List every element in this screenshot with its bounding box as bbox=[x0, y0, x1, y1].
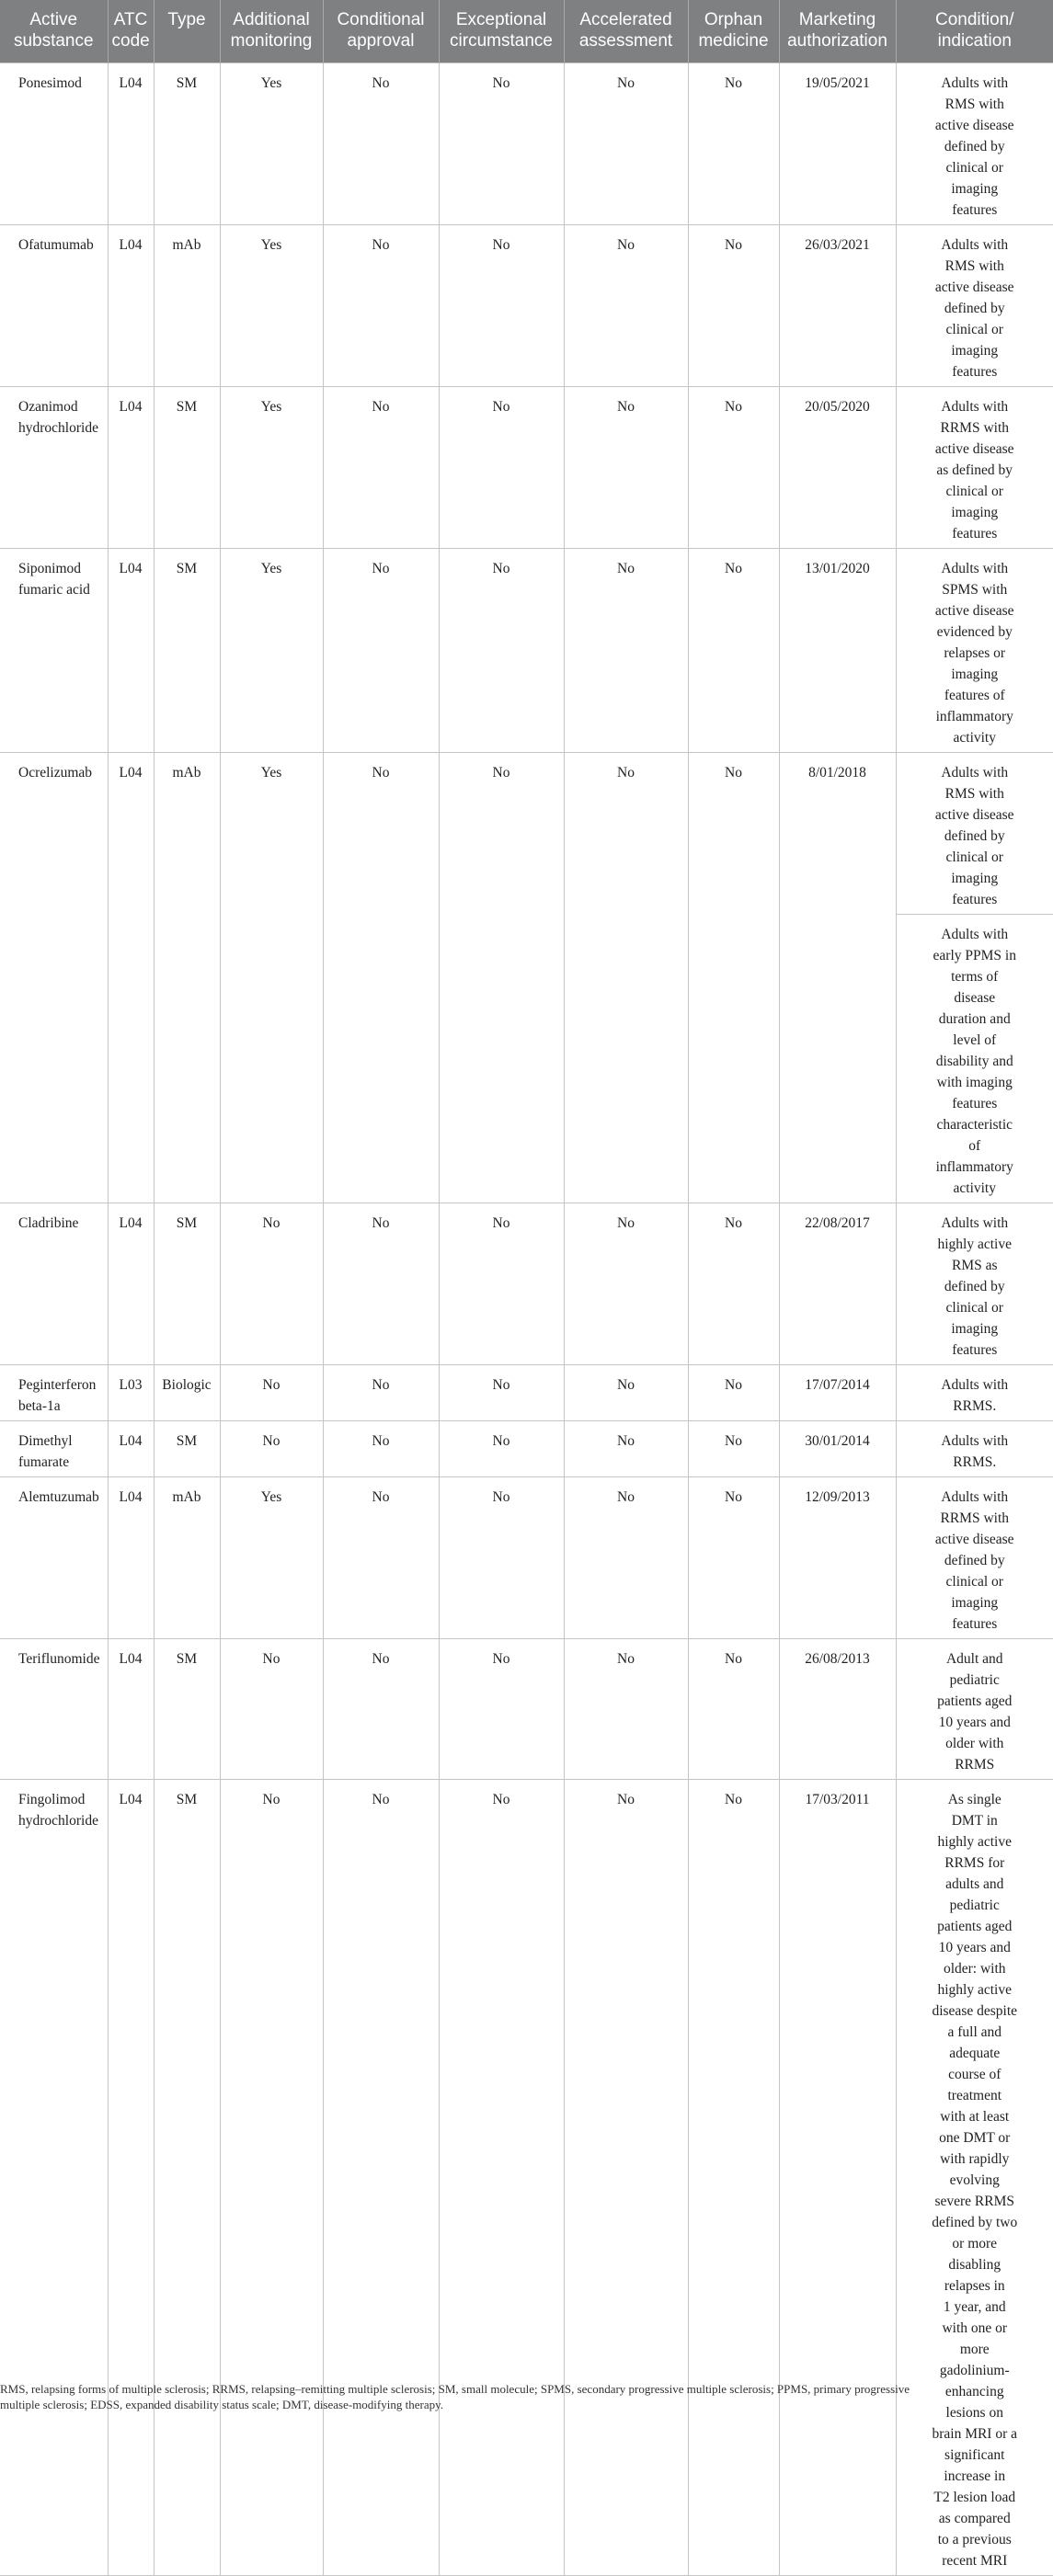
table-row bbox=[0, 753, 1053, 915]
cell-orphan-medicine: No bbox=[688, 387, 779, 549]
table-header bbox=[0, 0, 1053, 63]
cell-indication: Adults with RMS with active disease defined by clinical or imaging features bbox=[896, 753, 1053, 915]
cell-indication: Adults with RRMS with active disease defined by clinical or imaging features bbox=[896, 1477, 1053, 1639]
cell-type: mAb bbox=[154, 753, 220, 1203]
cell-active-substance: Alemtuzumab bbox=[0, 1477, 108, 1639]
cell-atc-code: L04 bbox=[108, 63, 154, 225]
cell-additional-monitoring: No bbox=[220, 1639, 323, 1780]
cell-conditional-approval: No bbox=[323, 1639, 439, 1780]
cell-active-substance: Peginterferon beta-1a bbox=[0, 1365, 108, 1421]
cell-conditional-approval: No bbox=[323, 549, 439, 753]
table-row bbox=[0, 225, 1053, 387]
cell-marketing-authorization: 12/09/2013 bbox=[779, 1477, 896, 1639]
cell-accelerated-assessment: No bbox=[564, 1365, 688, 1421]
cell-active-substance: Ponesimod bbox=[0, 63, 108, 225]
cell-exceptional-circumstance: No bbox=[439, 1780, 564, 2576]
cell-type: SM bbox=[154, 1639, 220, 1780]
header-condition-indication: Condition/ indication bbox=[896, 0, 1053, 63]
cell-exceptional-circumstance: No bbox=[439, 1639, 564, 1780]
cell-accelerated-assessment: No bbox=[564, 1477, 688, 1639]
cell-active-substance: Ozanimod hydrochloride bbox=[0, 387, 108, 549]
cell-type: SM bbox=[154, 63, 220, 225]
cell-marketing-authorization: 26/08/2013 bbox=[779, 1639, 896, 1780]
cell-orphan-medicine: No bbox=[688, 1203, 779, 1365]
header-atc-code: ATC code bbox=[108, 0, 154, 63]
table-row bbox=[0, 387, 1053, 549]
header-row bbox=[0, 0, 1053, 63]
table-body bbox=[0, 63, 1053, 2576]
cell-type: mAb bbox=[154, 1477, 220, 1639]
cell-exceptional-circumstance: No bbox=[439, 1477, 564, 1639]
cell-orphan-medicine: No bbox=[688, 1365, 779, 1421]
cell-marketing-authorization: 26/03/2021 bbox=[779, 225, 896, 387]
cell-indication: Adults with RMS with active disease defined by clinical or imaging features bbox=[896, 225, 1053, 387]
cell-conditional-approval: No bbox=[323, 1365, 439, 1421]
header-active-substance: Active substance bbox=[0, 0, 108, 63]
cell-atc-code: L04 bbox=[108, 387, 154, 549]
cell-conditional-approval: No bbox=[323, 63, 439, 225]
cell-type: SM bbox=[154, 1780, 220, 2576]
table-row bbox=[0, 1780, 1053, 2576]
cell-exceptional-circumstance: No bbox=[439, 549, 564, 753]
table-row bbox=[0, 63, 1053, 225]
cell-type: SM bbox=[154, 1203, 220, 1365]
cell-accelerated-assessment: No bbox=[564, 387, 688, 549]
cell-accelerated-assessment: No bbox=[564, 1203, 688, 1365]
header-type: Type bbox=[154, 0, 220, 63]
cell-atc-code: L04 bbox=[108, 1780, 154, 2576]
cell-active-substance: Dimethyl fumarate bbox=[0, 1421, 108, 1477]
cell-additional-monitoring: Yes bbox=[220, 225, 323, 387]
cell-exceptional-circumstance: No bbox=[439, 1365, 564, 1421]
cell-indication: Adults with RRMS. bbox=[896, 1365, 1053, 1421]
cell-marketing-authorization: 17/07/2014 bbox=[779, 1365, 896, 1421]
cell-conditional-approval: No bbox=[323, 1477, 439, 1639]
cell-exceptional-circumstance: No bbox=[439, 1421, 564, 1477]
cell-marketing-authorization: 8/01/2018 bbox=[779, 753, 896, 1203]
cell-marketing-authorization: 22/08/2017 bbox=[779, 1203, 896, 1365]
cell-orphan-medicine: No bbox=[688, 63, 779, 225]
cell-accelerated-assessment: No bbox=[564, 1639, 688, 1780]
cell-atc-code: L04 bbox=[108, 1203, 154, 1365]
cell-type: SM bbox=[154, 1421, 220, 1477]
cell-exceptional-circumstance: No bbox=[439, 753, 564, 1203]
cell-atc-code: L04 bbox=[108, 549, 154, 753]
cell-conditional-approval: No bbox=[323, 1780, 439, 2576]
cell-marketing-authorization: 20/05/2020 bbox=[779, 387, 896, 549]
cell-accelerated-assessment: No bbox=[564, 225, 688, 387]
cell-indication: Adults with early PPMS in terms of disease duration and level of disability and with imaging features characteristic of inflammatory activity bbox=[896, 915, 1053, 1203]
cell-accelerated-assessment: No bbox=[564, 753, 688, 1203]
cell-indication: Adult and pediatric patients aged 10 years and older with RRMS bbox=[896, 1639, 1053, 1780]
cell-marketing-authorization: 13/01/2020 bbox=[779, 549, 896, 753]
header-marketing-authorization: Marketing authorization bbox=[779, 0, 896, 63]
cell-orphan-medicine: No bbox=[688, 1477, 779, 1639]
cell-orphan-medicine: No bbox=[688, 1639, 779, 1780]
cell-exceptional-circumstance: No bbox=[439, 387, 564, 549]
cell-indication: Adults with highly active RMS as defined by clinical or imaging features bbox=[896, 1203, 1053, 1365]
cell-additional-monitoring: Yes bbox=[220, 387, 323, 549]
cell-orphan-medicine: No bbox=[688, 549, 779, 753]
cell-additional-monitoring: No bbox=[220, 1421, 323, 1477]
cell-indication: Adults with RMS with active disease defined by clinical or imaging features bbox=[896, 63, 1053, 225]
cell-atc-code: L04 bbox=[108, 1477, 154, 1639]
cell-orphan-medicine: No bbox=[688, 1421, 779, 1477]
cell-indication: Adults with RRMS. bbox=[896, 1421, 1053, 1477]
cell-active-substance: Fingolimod hydrochloride bbox=[0, 1780, 108, 2576]
header-conditional-approval: Conditional approval bbox=[323, 0, 439, 63]
table-row bbox=[0, 1477, 1053, 1639]
cell-active-substance: Cladribine bbox=[0, 1203, 108, 1365]
header-accelerated-assessment: Accelerated assessment bbox=[564, 0, 688, 63]
cell-exceptional-circumstance: No bbox=[439, 1203, 564, 1365]
cell-accelerated-assessment: No bbox=[564, 63, 688, 225]
cell-additional-monitoring: No bbox=[220, 1780, 323, 2576]
cell-marketing-authorization: 30/01/2014 bbox=[779, 1421, 896, 1477]
cell-active-substance: Ocrelizumab bbox=[0, 753, 108, 1203]
cell-indication: Adults with RRMS with active disease as defined by clinical or imaging features bbox=[896, 387, 1053, 549]
table-row bbox=[0, 1365, 1053, 1421]
cell-type: mAb bbox=[154, 225, 220, 387]
cell-additional-monitoring: No bbox=[220, 1365, 323, 1421]
cell-additional-monitoring: No bbox=[220, 1203, 323, 1365]
cell-orphan-medicine: No bbox=[688, 753, 779, 1203]
header-exceptional-circumstance: Exceptional circumstance bbox=[439, 0, 564, 63]
cell-type: Biologic bbox=[154, 1365, 220, 1421]
cell-active-substance: Siponimod fumaric acid bbox=[0, 549, 108, 753]
cell-accelerated-assessment: No bbox=[564, 1421, 688, 1477]
cell-accelerated-assessment: No bbox=[564, 549, 688, 753]
cell-additional-monitoring: Yes bbox=[220, 63, 323, 225]
cell-atc-code: L03 bbox=[108, 1365, 154, 1421]
table-footnote: RMS, relapsing forms of multiple sclerosis; RRMS, relapsing–remitting multiple sclerosis; SM, small molecule; SPMS, secondary progressive multiple sclerosis; PPMS, primary progressive multiple sclerosis; EDSS, expanded disability status scale; DMT, disease-modifying therapy. bbox=[0, 2382, 910, 2411]
cell-indication: As single DMT in highly active RRMS for adults and pediatric patients aged 10 years and older: with highly active disease despite a full and adequate course of treatment with at least one DMT or with rapidly evolving severe RRMS defined by two or more disabling relapses in 1 year, and with one or more gadolinium- enhancing lesions on brain MRI or a significant increase in T2 lesion load as compared to a previous recent MRI bbox=[896, 1780, 1053, 2576]
cell-conditional-approval: No bbox=[323, 225, 439, 387]
cell-conditional-approval: No bbox=[323, 1203, 439, 1365]
cell-atc-code: L04 bbox=[108, 225, 154, 387]
cell-orphan-medicine: No bbox=[688, 225, 779, 387]
cell-conditional-approval: No bbox=[323, 1421, 439, 1477]
cell-indication: Adults with SPMS with active disease evidenced by relapses or imaging features of inflammatory activity bbox=[896, 549, 1053, 753]
table-row bbox=[0, 1421, 1053, 1477]
cell-marketing-authorization: 19/05/2021 bbox=[779, 63, 896, 225]
header-orphan-medicine: Orphan medicine bbox=[688, 0, 779, 63]
cell-additional-monitoring: Yes bbox=[220, 753, 323, 1203]
cell-additional-monitoring: Yes bbox=[220, 1477, 323, 1639]
table-row bbox=[0, 1203, 1053, 1365]
cell-active-substance: Teriflunomide bbox=[0, 1639, 108, 1780]
cell-conditional-approval: No bbox=[323, 753, 439, 1203]
cell-orphan-medicine: No bbox=[688, 1780, 779, 2576]
cell-marketing-authorization: 17/03/2011 bbox=[779, 1780, 896, 2576]
cell-atc-code: L04 bbox=[108, 753, 154, 1203]
cell-atc-code: L04 bbox=[108, 1639, 154, 1780]
cell-additional-monitoring: Yes bbox=[220, 549, 323, 753]
cell-type: SM bbox=[154, 387, 220, 549]
cell-conditional-approval: No bbox=[323, 387, 439, 549]
cell-exceptional-circumstance: No bbox=[439, 225, 564, 387]
table-row bbox=[0, 549, 1053, 753]
cell-accelerated-assessment: No bbox=[564, 1780, 688, 2576]
cell-active-substance: Ofatumumab bbox=[0, 225, 108, 387]
cell-atc-code: L04 bbox=[108, 1421, 154, 1477]
header-additional-monitoring: Additional monitoring bbox=[220, 0, 323, 63]
cell-type: SM bbox=[154, 549, 220, 753]
cell-exceptional-circumstance: No bbox=[439, 63, 564, 225]
table-row bbox=[0, 1639, 1053, 1780]
